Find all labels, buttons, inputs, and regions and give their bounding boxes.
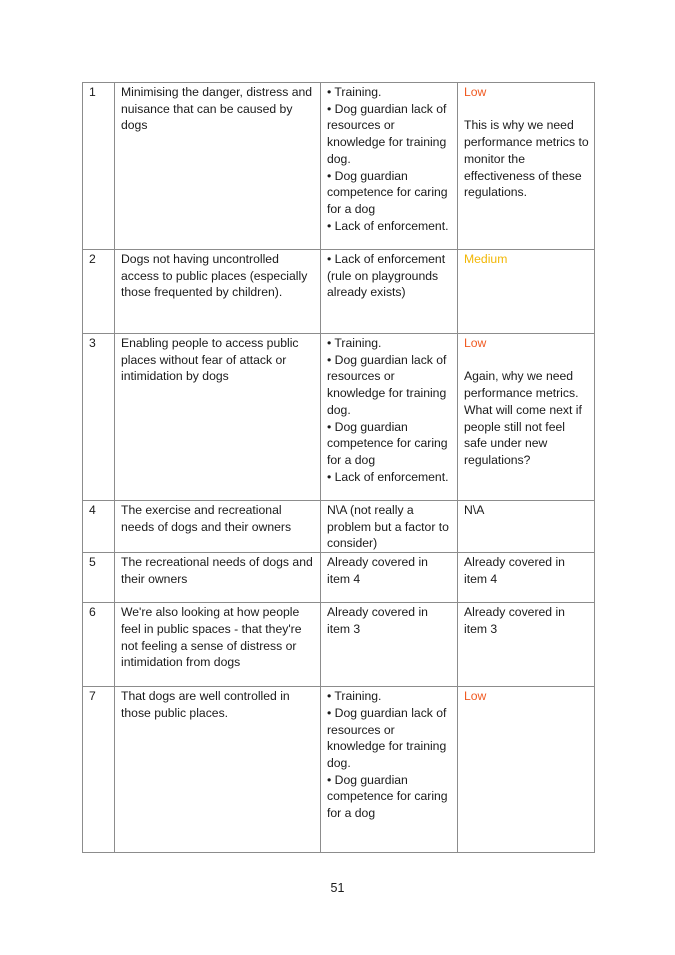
factor-item: • Dog guardian competence for caring for a dog [327, 772, 448, 821]
row-number: 4 [83, 501, 115, 553]
risk-cell [458, 83, 595, 250]
risk-level: Low [464, 85, 487, 99]
risk-cell [458, 687, 595, 853]
risk-cell: Already covered in item 4 [458, 553, 595, 603]
row-number: 1 [83, 83, 115, 250]
risk-cell: N\A [458, 501, 595, 553]
outcome-cell: Enabling people to access public places without fear of attack or intimidation by dogs [115, 334, 321, 501]
factors-cell [321, 83, 458, 250]
risk-level: Low [464, 689, 487, 704]
factor-item: • Dog guardian lack of resources or knowledge for training dog. [327, 101, 447, 166]
factor-item: • Dog guardian lack of resources or knowledge for training dog. [327, 352, 447, 417]
factor-item: Already covered in item 3 [327, 605, 428, 636]
factors-cell [321, 334, 458, 501]
risk-cell: Already covered in item 3 [458, 603, 595, 687]
row-number: 2 [83, 250, 115, 334]
factor-item: • Dog guardian competence for caring for a dog [327, 419, 448, 467]
row-number: 5 [83, 553, 115, 603]
row-number: 7 [83, 687, 115, 853]
risk-level: Low [464, 336, 487, 350]
factor-item: • Lack of enforcement. [327, 469, 449, 484]
outcome-cell: Dogs not having uncontrolled access to public places (especially those frequented by children). [115, 250, 321, 334]
outcome-cell: We're also looking at how people feel in public spaces - that they're not feeling a sense of distress or intimidation from dogs [115, 603, 321, 687]
factors-cell [321, 603, 458, 687]
factor-item: • Training. [327, 336, 382, 350]
table-row [83, 553, 595, 603]
factor-item: N\A (not really a problem but a factor to consider) [327, 503, 449, 551]
factor-item: • Lack of enforcement (rule on playgrounds already exists) [327, 252, 446, 300]
risk-comment: Again, why we need performance metrics. What will come next if people still not feel safe under new regulations? [464, 369, 582, 467]
outcome-cell: That dogs are well controlled in those public places. [115, 687, 321, 853]
outcome-cell: Minimising the danger, distress and nuisance that can be caused by dogs [115, 83, 321, 250]
row-number: 6 [83, 603, 115, 687]
outcome-cell: The recreational needs of dogs and their owners [115, 553, 321, 603]
factor-item: • Lack of enforcement. [327, 218, 449, 233]
table-row [83, 250, 595, 334]
table-row [83, 603, 595, 687]
risk-level: Medium [464, 252, 508, 266]
outcome-cell: The exercise and recreational needs of dogs and their owners [115, 501, 321, 553]
factors-cell [321, 501, 458, 553]
factors-cell [321, 687, 458, 853]
factor-item: • Training. [327, 85, 382, 99]
factor-item: Already covered in item 4 [327, 555, 428, 586]
risk-comment: This is why we need performance metrics to monitor the effectiveness of these regulations. [464, 118, 589, 200]
factor-item: • Dog guardian competence for caring for a dog [327, 168, 448, 216]
risk-cell [458, 334, 595, 501]
factors-cell [321, 250, 458, 334]
risk-table [82, 82, 595, 853]
risk-cell [458, 250, 595, 334]
table-row [83, 334, 595, 501]
row-number: 3 [83, 334, 115, 501]
table-row [83, 687, 595, 853]
table-row [83, 83, 595, 250]
table-row [83, 501, 595, 553]
factor-item: • Dog guardian lack of resources or knowledge for training dog. [327, 705, 447, 770]
factor-item: • Training. [327, 689, 382, 704]
page-number: 51 [330, 881, 345, 895]
factors-cell [321, 553, 458, 603]
